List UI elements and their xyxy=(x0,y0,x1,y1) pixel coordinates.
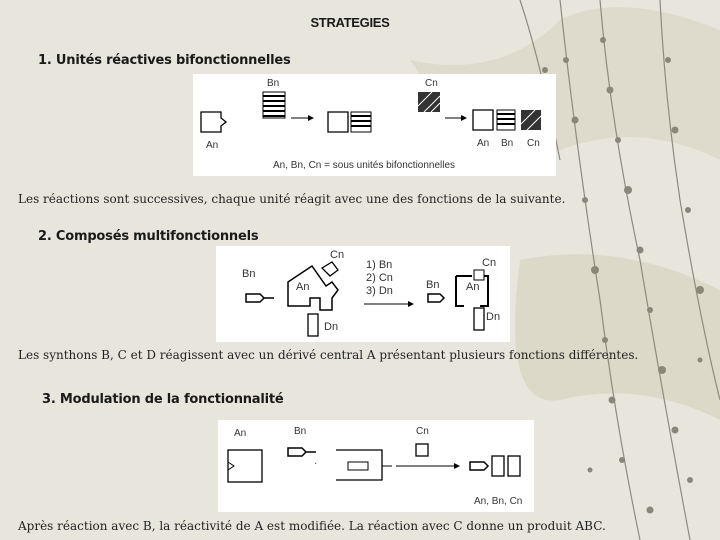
product-cn-label: Cn xyxy=(482,257,497,269)
section-1-heading: 1. Unités réactives bifonctionnelles xyxy=(38,53,291,68)
section-2-caption: Les synthons B, C et D réagissent avec un dérivé central A présentant plusieurs fonctions différentes. xyxy=(18,348,639,362)
unit-an-label: An xyxy=(206,140,219,151)
product-bn-label: Bn xyxy=(426,279,440,291)
unit-an-shape xyxy=(201,112,226,132)
slide-title: STRATEGIES xyxy=(310,15,390,30)
product-label: An, Bn, Cn xyxy=(474,496,523,507)
reaction-arrow xyxy=(396,463,460,469)
figure-legend: An, Bn, Cn = sous unités bifonctionnelles xyxy=(273,160,456,171)
unit-cn-shape xyxy=(418,92,440,112)
section-3-caption: Après réaction avec B, la réactivité de A est modifiée. La réaction avec C donne un produit ABC. xyxy=(18,519,606,533)
reagent-cn-shape xyxy=(322,262,338,276)
reagent-bn-label: Bn xyxy=(294,426,307,437)
reagent-cn-label: Cn xyxy=(330,249,345,261)
product-cn-label: Cn xyxy=(527,138,540,149)
intermediate-ab-shape xyxy=(336,450,392,480)
section-2-heading: 2. Composés multifonctionnels xyxy=(38,229,259,244)
section-3-heading: 3. Modulation de la fonctionnalité xyxy=(42,392,284,407)
reagent-cn-shape xyxy=(416,444,428,456)
reaction-arrow xyxy=(364,301,414,307)
section-1-caption: Les réactions sont successives, chaque unité réagit avec une des fonctions de la suivante. xyxy=(18,192,566,206)
unit-bn-label: Bn xyxy=(267,78,280,89)
product-abc-shape xyxy=(470,456,520,476)
product-an-label: An xyxy=(466,281,480,293)
figure-bifunctional-units xyxy=(193,74,556,176)
product-an-bn-cn-shape xyxy=(473,110,541,130)
product-an-label: An xyxy=(477,138,490,149)
reagent-bn-shape xyxy=(246,294,274,302)
step-1-label: 1) Bn xyxy=(366,259,393,271)
step-3-label: 3) Dn xyxy=(366,285,393,297)
reagent-cn-label: Cn xyxy=(416,426,429,437)
reagent-an-label: An xyxy=(234,428,247,439)
unit-bn-shape xyxy=(263,92,285,118)
figure-functionality-modulation xyxy=(218,420,534,512)
intermediate-an-bn-shape xyxy=(328,112,371,132)
reaction-arrow xyxy=(291,115,314,121)
central-an-label: An xyxy=(296,281,310,293)
reagent-bn-label: Bn xyxy=(242,268,256,280)
reagent-dn-shape xyxy=(308,314,318,336)
plus-mark: · xyxy=(314,458,318,469)
unit-cn-label: Cn xyxy=(425,78,438,89)
figure-multifunctional-compounds xyxy=(216,246,510,342)
product-dn-label: Dn xyxy=(486,311,501,323)
step-2-label: 2) Cn xyxy=(366,272,393,284)
reaction-arrow xyxy=(445,115,467,121)
product-bn-label: Bn xyxy=(501,138,514,149)
reagent-an-shape xyxy=(228,450,262,482)
reagent-dn-label: Dn xyxy=(324,321,339,333)
reagent-bn-shape xyxy=(288,448,316,456)
